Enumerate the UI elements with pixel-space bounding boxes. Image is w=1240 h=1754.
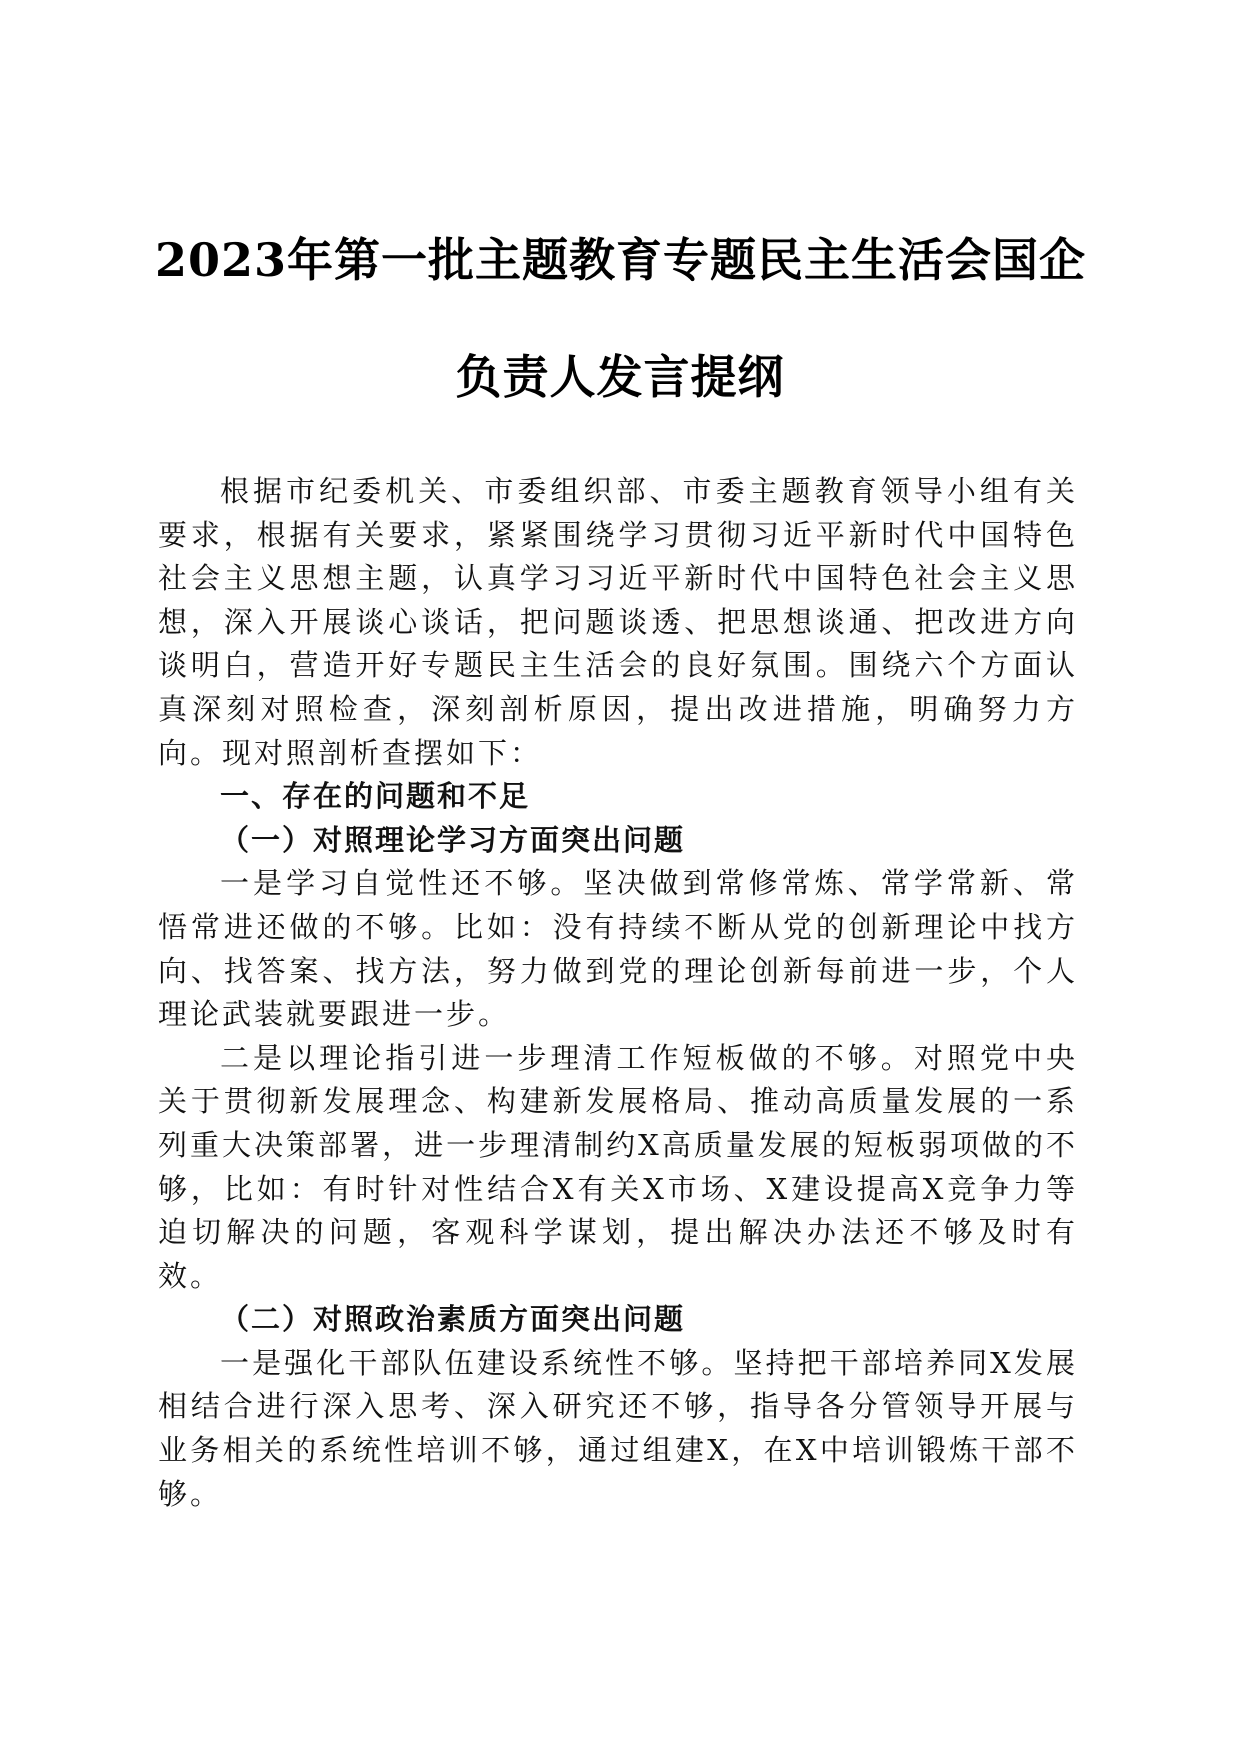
intro-paragraph: 根据市纪委机关、市委组织部、市委主题教育领导小组有关要求，根据有关要求，紧紧围绕学习贯彻习近平新时代中国特色社会主义思想主题，认真学习习近平新时代中国特色社会主义思想，深入开展谈心谈话，把问题谈透、把思想谈通、把改进方向谈明白，营造开好专题民主生活会的良好氛围。围绕六个方面认真深刻对照检查，深刻剖析原因，提出改进措施，明确努力方向。现对照剖析查摆如下： <box>158 474 1078 770</box>
document-title-line-1: 2023年第一批主题教育专题民主生活会国企 <box>155 233 1087 287</box>
document-body <box>158 470 1078 1516</box>
subsection-2-paragraph-1: 一是强化干部队伍建设系统性不够。坚持把干部培养同X发展相结合进行深入思考、深入研究还不够，指导各分管领导开展与业务相关的系统性培训不够，通过组建X，在X中培训锻炼干部不够。 <box>158 1345 1078 1511</box>
section-heading-1: 一、存在的问题和不足 <box>220 779 531 814</box>
subsection-1-paragraph-2: 二是以理论指引进一步理清工作短板做的不够。对照党中央关于贯彻新发展理念、构建新发展格局、推动高质量发展的一系列重大决策部署，进一步理清制约X高质量发展的短板弱项做的不够，比如：有时针对性结合X有关X市场、X建设提高X竞争力等迫切解决的问题，客观科学谋划，提出解决办法还不够及时有效。 <box>158 1040 1078 1293</box>
subsection-heading-1: （一）对照理论学习方面突出问题 <box>220 822 686 857</box>
subsection-heading-2: （二）对照政治素质方面突出问题 <box>220 1302 686 1337</box>
subsection-1-paragraph-1: 一是学习自觉性还不够。坚决做到常修常炼、常学常新、常悟常进还做的不够。比如：没有持续不断从党的创新理论中找方向、找答案、找方法，努力做到党的理论创新每前进一步，个人理论武装就要跟进一步。 <box>158 866 1078 1032</box>
document-title-line-2: 负责人发言提纲 <box>455 350 785 404</box>
